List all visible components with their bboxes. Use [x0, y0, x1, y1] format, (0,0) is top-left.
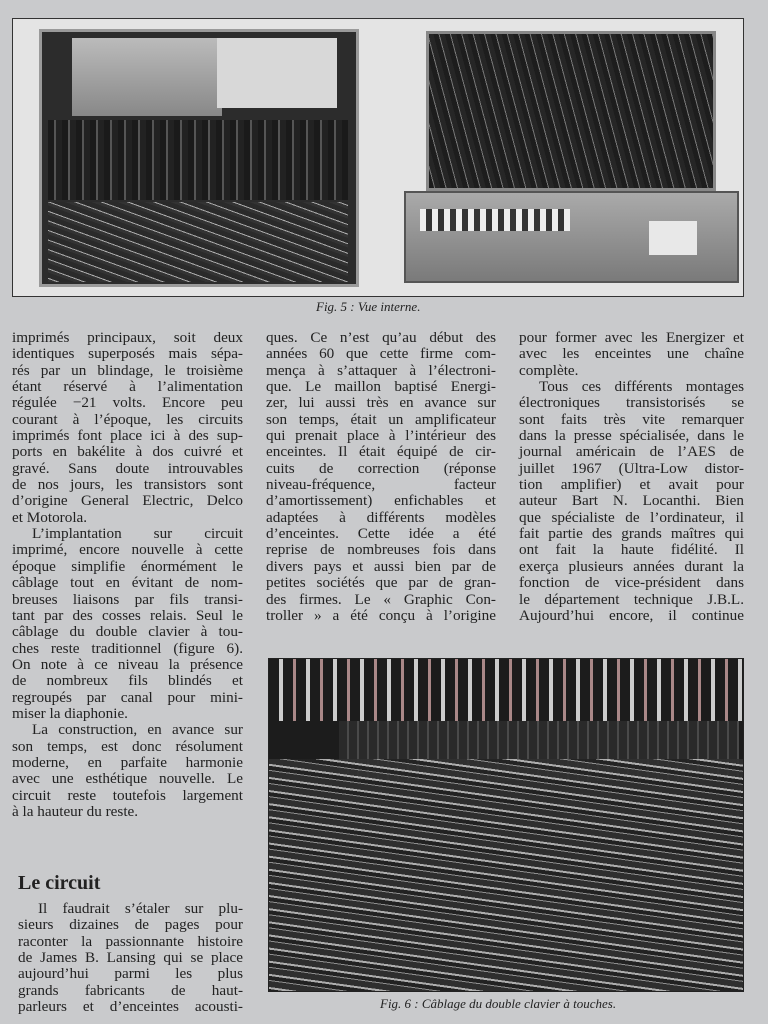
text-line: fonction de vice-président dans [519, 574, 744, 592]
text-line: niveau-fréquence, facteur [266, 476, 496, 494]
chassis-rear-view [404, 31, 739, 286]
text-line: breuses liaisons par fils transi- [12, 590, 243, 608]
text-line: sieurs dizaines de pages pour [18, 916, 243, 934]
text-line: imprimés principaux, soit deux [12, 329, 243, 346]
text-line: exerça plusieurs années durant la [519, 557, 744, 575]
paragraph [519, 330, 744, 379]
text-line: avec une esthétique nouvelle. Le [12, 770, 243, 788]
text-line: journal américain de l’AES de [519, 443, 744, 461]
text-line: Aujourd’hui encore, il continue [519, 606, 744, 624]
text-line: d’amortissement) enfichables et [266, 492, 496, 510]
text-line: qui prenait place à l’intérieur des [266, 427, 496, 445]
text-line: ont fait la haute fidélité. Il [519, 541, 744, 559]
text-line: La construction, en avance sur [32, 721, 243, 739]
figure-5-photo [12, 18, 744, 297]
text-line: divers pays et aussi bien par de [266, 557, 496, 575]
text-line: raconter la passionnante histoire [18, 932, 243, 950]
text-line: ches reste traditionnel (figure 6). [12, 639, 243, 657]
text-line: On note à ce niveau la présence [12, 655, 243, 673]
paragraph [12, 526, 243, 722]
text-line: le département technique J.B.L. [519, 590, 744, 608]
chassis-top-view [39, 29, 359, 287]
text-column-1 [12, 330, 243, 820]
text-line: cuits de correction (réponse [266, 459, 496, 477]
text-line: gravé. Sans doute introuvables [12, 459, 243, 477]
text-line: Tous ces différents montages [539, 378, 744, 396]
text-line: de nos jours, les transistors sont [12, 476, 243, 494]
text-line: d’enceintes. Cette idée a été [266, 525, 496, 543]
text-line: étant réservé à l’alimentation [12, 378, 243, 396]
text-line: de James B. Lansing qui se place [18, 949, 243, 967]
text-line: imprimés font place ici à des sup- [12, 427, 243, 445]
text-line: câblage tout en évitant de nom- [12, 574, 243, 592]
paragraph [519, 379, 744, 624]
text-column-2 [266, 330, 496, 624]
text-line: miser la diaphonie. [12, 704, 128, 722]
text-line: reprise de nombreuses fois dans [266, 541, 496, 559]
text-line: identiques superposés mais sépa- [12, 345, 243, 363]
text-line: d’origine General Electric, Delco [12, 492, 243, 510]
text-line: aujourd’hui parmi les plus [18, 965, 243, 983]
text-line: régulée −21 volts. Encore peu [12, 394, 243, 412]
text-line: ques. Ce n’est qu’au début des [266, 329, 496, 346]
text-line: L’implantation sur circuit [32, 525, 243, 543]
text-line: complète. [519, 361, 579, 379]
text-line: Il faudrait s’étaler sur plu- [38, 900, 243, 917]
text-line: pour former avec les Energizer et [519, 329, 744, 346]
text-line: et Motorola. [12, 508, 88, 526]
text-line: moderne, en parfaite harmonie [12, 753, 243, 771]
text-line: électroniques transistorisés se [519, 394, 744, 412]
text-column-3 [519, 330, 744, 624]
text-line: imprimé, encore nouvelle à cette [12, 541, 243, 559]
text-line: juillet 1967 (Ultra-Low distor- [519, 459, 744, 477]
text-line: regroupés par canal pour mini- [12, 688, 243, 706]
text-line: auteur Bart N. Locanthi. Bien [519, 492, 744, 510]
text-line: rés par un blindage, le troisième [12, 361, 243, 379]
text-line: adaptées à différents modèles [266, 508, 496, 526]
text-line: dans la presse spécialisée, dans le [519, 427, 744, 445]
paragraph [12, 722, 243, 820]
text-line: à la hauteur du reste. [12, 802, 139, 820]
paragraph [266, 330, 496, 624]
text-line: sont faits très vite remarquer [519, 410, 744, 428]
text-line: grands fabricants de haut- [18, 981, 243, 999]
text-line: câblage du double clavier à tou- [12, 623, 243, 641]
text-line: des firmes. Le « Graphic Con- [266, 590, 496, 608]
text-line: troller » a été conçu à l’origine [266, 606, 496, 624]
text-line: courant à l’époque, les circuits [12, 410, 243, 428]
text-line: fait partie des grands maîtres qui [519, 525, 744, 543]
paragraph [18, 901, 243, 1015]
figure-6-photo [268, 658, 744, 992]
text-line: ports en bakélite à dos cuivré et [12, 443, 243, 461]
figure-6-caption: Fig. 6 : Câblage du double clavier à touches. [380, 996, 617, 1011]
text-line: de nombreux fils blindés et [12, 672, 243, 690]
text-line: petites sociétés que par de gran- [266, 574, 496, 592]
text-line: que spécialiste de l’ordinateur, il [519, 508, 744, 526]
figure-5-caption: Fig. 5 : Vue interne. [316, 299, 421, 314]
text-line: que. Le maillon baptisé Energi- [266, 378, 496, 396]
text-line: enceintes. Il était équipé de cir- [266, 443, 496, 461]
text-line: parleurs et d’enceintes acousti- [18, 998, 243, 1016]
text-line: circuit reste toutefois largement [12, 786, 243, 804]
section-text [18, 901, 243, 1015]
paragraph [12, 330, 243, 526]
text-line: zer, lui aussi très en avance sur [266, 394, 496, 412]
text-line: avec les enceintes une chaîne [519, 345, 744, 363]
text-line: années 60 que cette firme com- [266, 345, 496, 363]
section-heading: Le circuit [18, 872, 101, 894]
text-line: époque simplifie énormément le [12, 557, 243, 575]
text-line: tant par des cosses relais. Seul le [12, 606, 243, 624]
text-line: mença à s’attaquer à l’électroni- [266, 361, 496, 379]
text-line: son temps, était un amplificateur [266, 410, 496, 428]
text-line: son temps, est donc résolument [12, 737, 243, 755]
text-line: tion amplifier) et avait pour [519, 476, 744, 494]
